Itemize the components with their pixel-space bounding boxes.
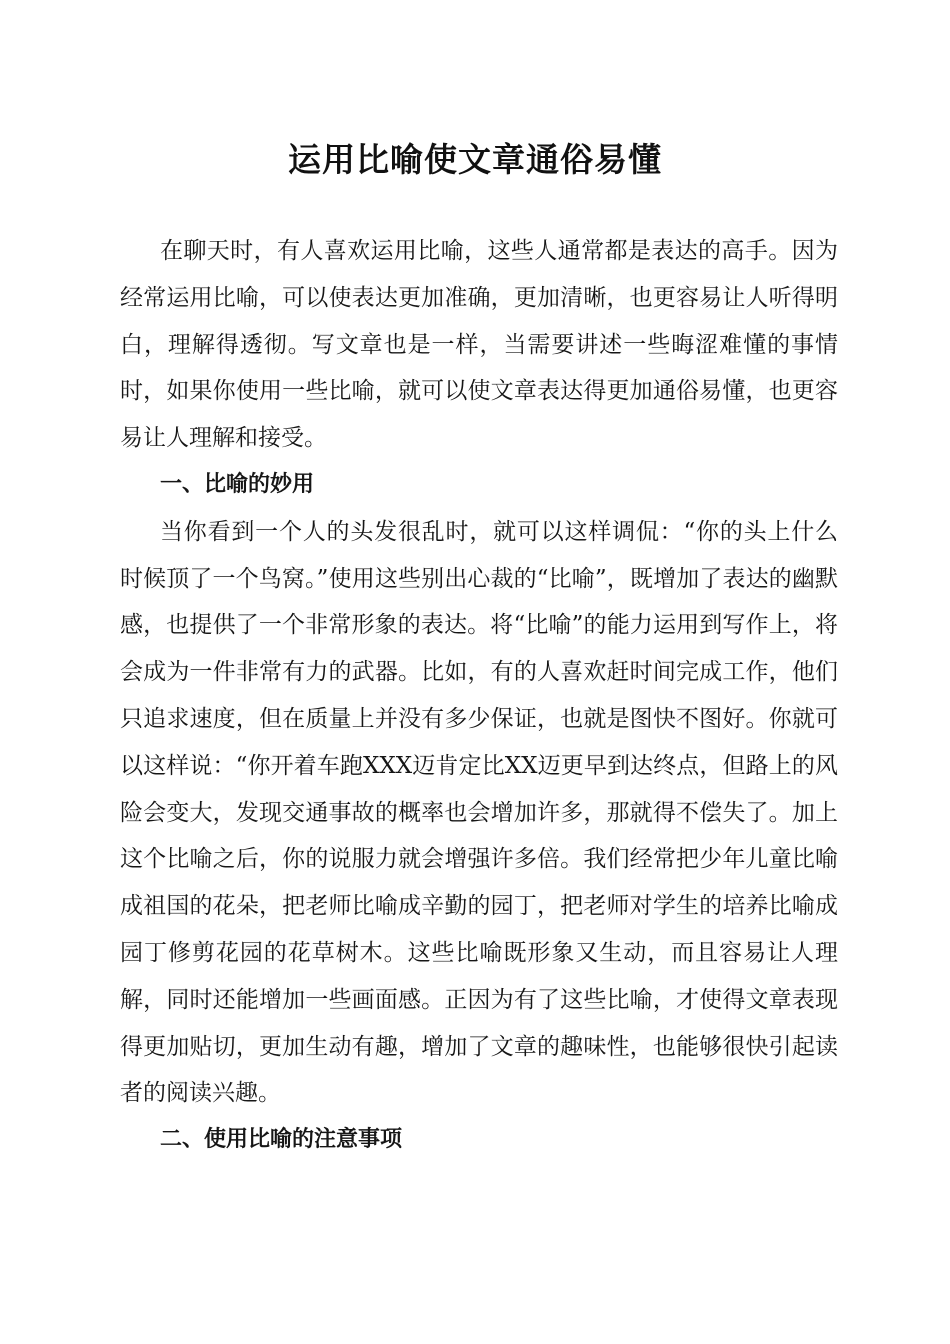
document-title: 运用比喻使文章通俗易懂 <box>288 140 662 179</box>
paragraph-metaphor-usage: 当你看到一个人的头发很乱时，就可以这样调侃：“你的头上什么时候顶了一个鸟窝。”使用这些别出心裁的“比喻”，既增加了表达的幽默感，也提供了一个非常形象的表达。将“比喻”的能力运用到写作上，将会成为一件非常有力的武器。比如，有的人喜欢赶时间完成工作，他们只追求速度，但在质量上并没有多少保证，也就是图快不图好。你就可以这样说：“你开着车跑XXX迈肯定比XX迈更早到达终点，但路上的风险会变大，发现交通事故的概率也会增加许多，那就得不偿失了。加上这个比喻之后，你的说服力就会增强许多倍。我们经常把少年儿童比喻成祖国的花朵，把老师比喻成辛勤的园丁，把老师对学生的培养比喻成园丁修剪花园的花草树木。这些比喻既形象又生动，而且容易让人理解，同时还能增加一些画面感。正因为有了这些比喻，才使得文章表现得更加贴切，更加生动有趣，增加了文章的趣味性，也能够很快引起读者的阅读兴趣。 <box>120 518 838 1107</box>
section-heading-1: 一、比喻的妙用 <box>160 471 315 497</box>
section-heading-2: 二、使用比喻的注意事项 <box>160 1127 403 1153</box>
document-body <box>120 228 838 1164</box>
paragraph-intro: 在聊天时，有人喜欢运用比喻，这些人通常都是表达的高手。因为经常运用比喻，可以使表达更加准确，更加清晰，也更容易让人听得明白，理解得透彻。写文章也是一样，当需要讲述一些晦涩难懂的事情时，如果你使用一些比喻，就可以使文章表达得更加通俗易懂，也更容易让人理解和接受。 <box>120 238 838 452</box>
